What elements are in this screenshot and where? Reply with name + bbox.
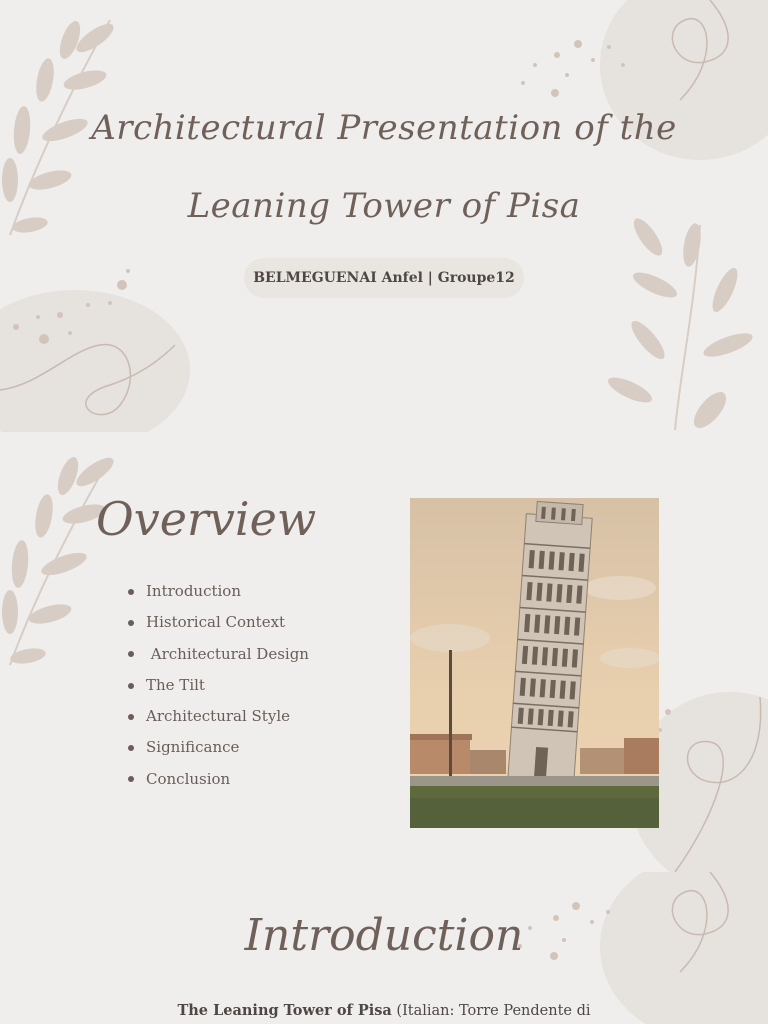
- title-slide: [0, 0, 768, 432]
- list-item: [128, 576, 309, 607]
- dots-decoration: [505, 35, 635, 105]
- list-item: [128, 732, 309, 763]
- introduction-heading: Introduction: [244, 910, 524, 961]
- list-item-label: Architectural Design: [146, 644, 309, 663]
- list-item-label: Significance: [146, 738, 240, 757]
- leaf-branch-decoration: [0, 450, 130, 670]
- introduction-text-rest: (Italian: Torre Pendente di: [391, 1003, 591, 1019]
- bullet-icon: [128, 745, 134, 751]
- introduction-text: [0, 1002, 768, 1019]
- swirl-line-decoration: [640, 0, 768, 120]
- author-text: BELMEGUENAI Anfel | Groupe12: [253, 270, 515, 286]
- list-item-label: Conclusion: [146, 769, 231, 788]
- bullet-icon: [128, 589, 134, 595]
- bullet-icon: [128, 776, 134, 782]
- bullet-icon: [128, 620, 134, 626]
- list-item: [128, 639, 309, 670]
- list-item: [128, 607, 309, 638]
- list-item: [128, 701, 309, 732]
- list-item-label: Architectural Style: [146, 707, 290, 726]
- bullet-icon: [128, 683, 134, 689]
- presentation-title-line-1: Architectural Presentation of the: [91, 108, 677, 148]
- bullet-icon: [128, 714, 134, 720]
- list-item-label: Introduction: [146, 582, 241, 600]
- leaf-branch-decoration: [600, 215, 760, 430]
- presentation-title-line-2: Leaning Tower of Pisa: [187, 186, 581, 226]
- swirl-line-decoration: [0, 330, 180, 430]
- author-badge: [244, 258, 524, 298]
- overview-heading: Overview: [96, 492, 317, 546]
- list-item-label: The Tilt: [146, 675, 205, 694]
- swirl-line-decoration: [655, 697, 768, 872]
- overview-list: [128, 576, 309, 795]
- list-item: [128, 764, 309, 795]
- introduction-slide: [0, 872, 768, 1024]
- tower-photo: [410, 498, 659, 828]
- list-item-label: Historical Context: [146, 613, 286, 632]
- list-item: [128, 670, 309, 701]
- bullet-icon: [128, 651, 134, 657]
- introduction-text-bold: The Leaning Tower of Pisa: [177, 1002, 392, 1019]
- overview-slide: [0, 432, 768, 872]
